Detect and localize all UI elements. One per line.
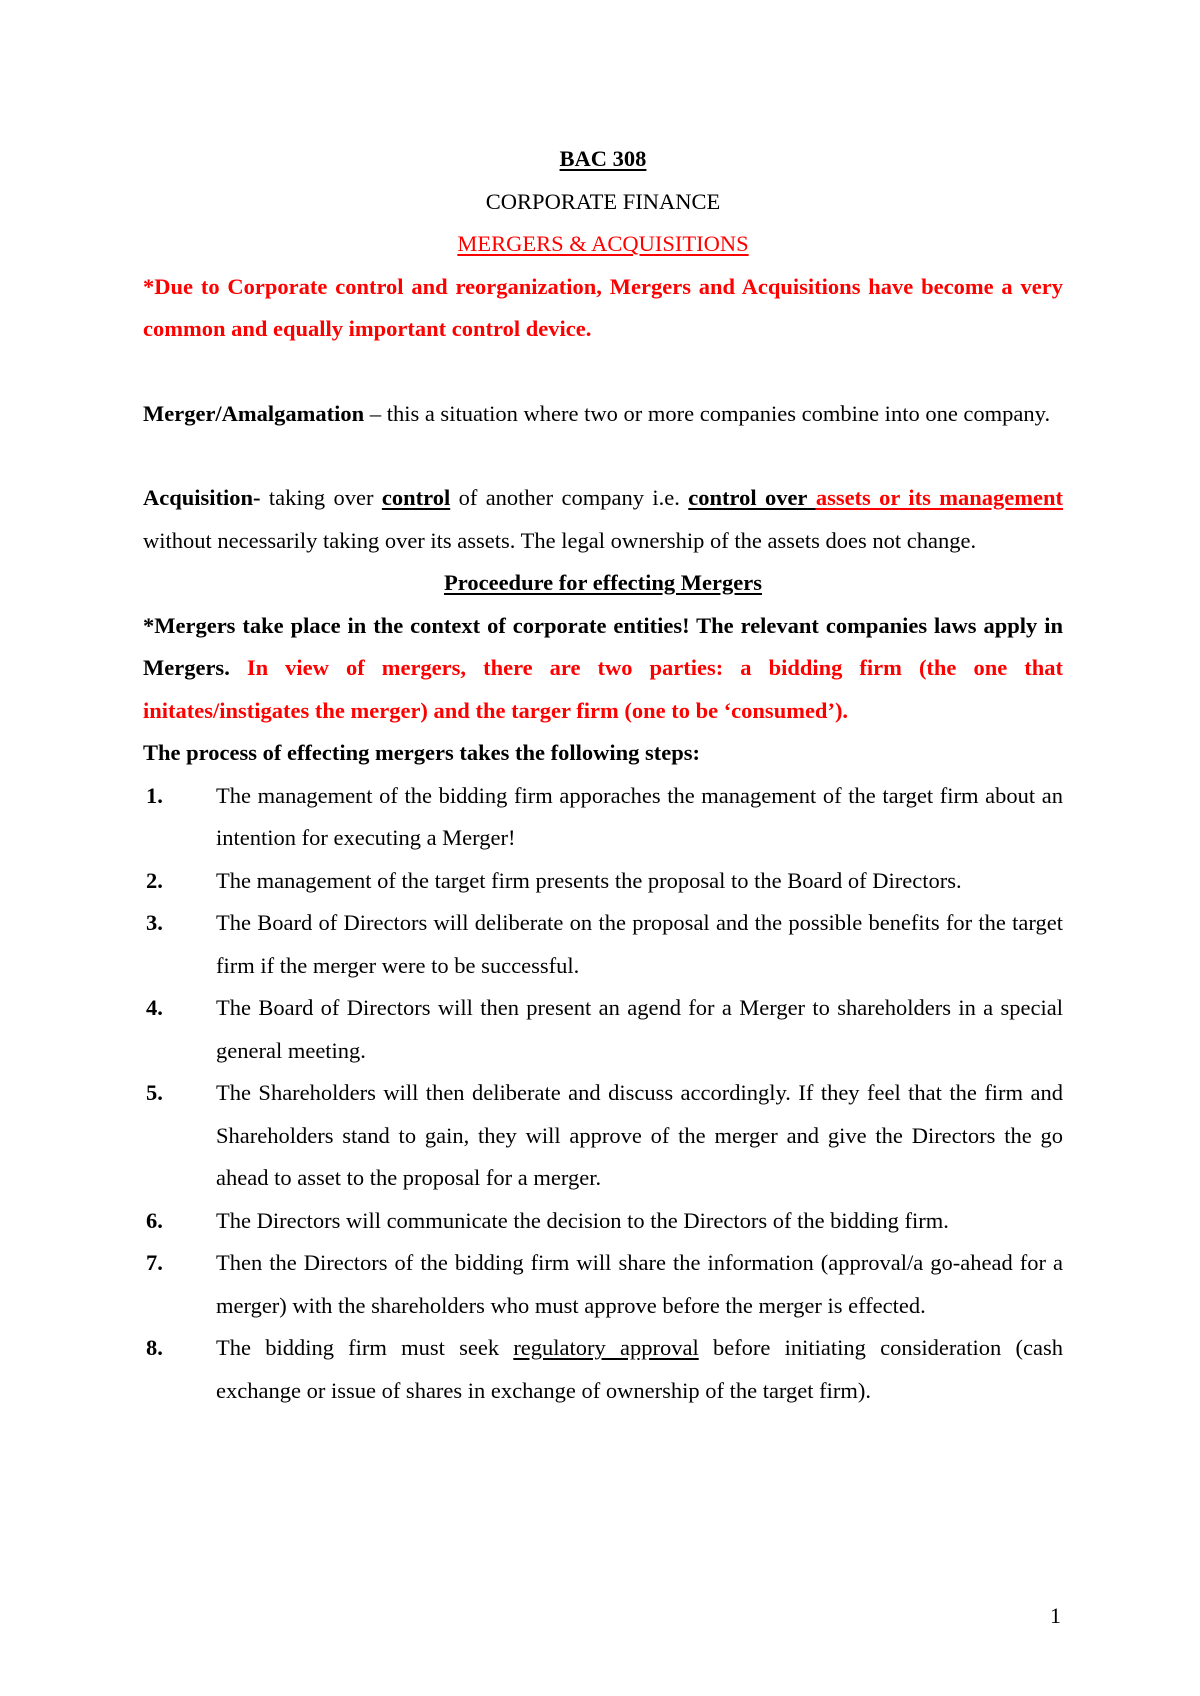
procedure-note-red: In view of mergers, there are two parties: a bidding firm (the one that initates/instigates the merger) and the targer firm (one to be ‘consumed’).: [143, 655, 1063, 723]
acquisition-term: Acquisition-: [143, 485, 261, 510]
step-text: The management of the bidding firm apporaches the management of the target firm about an intention for executing a Merger!: [216, 782, 1063, 850]
merger-text: – this a situation where two or more companies combine into one company.: [364, 400, 1051, 426]
spacer: [143, 435, 1063, 477]
merger-definition: [143, 393, 1063, 436]
step-text: The Shareholders will then deliberate and discuss accordingly. If they feel that the firm and Shareholders stand to gain, they will approve of the merger and give the Directors the go ahead to asset to the proposal for a merger.: [216, 1080, 1063, 1190]
step-number: 1.: [146, 782, 163, 808]
step-number: 3.: [146, 910, 163, 935]
step-number: 2.: [146, 867, 163, 893]
acquisition-text-2: of another company i.e.: [450, 485, 689, 510]
merger-term: Merger/Amalgamation: [143, 400, 365, 426]
spacer: [143, 351, 1063, 393]
control-term: control: [381, 485, 451, 510]
list-item: [143, 775, 1063, 860]
step-text: The Board of Directors will then present an agend for a Merger to shareholders in a special general meeting.: [216, 995, 1063, 1063]
acquisition-definition: [143, 477, 1063, 562]
step-text: The Directors will communicate the decision to the Directors of the bidding firm.: [216, 1207, 949, 1233]
procedure-note: [143, 605, 1063, 733]
topic-title: MERGERS & ACQUISITIONS: [457, 231, 749, 256]
step-number: 7.: [146, 1250, 163, 1275]
step-text: The Board of Directors will deliberate on the proposal and the possible benefits for the target firm if the merger were to be successful.: [216, 910, 1063, 978]
step-text-2: before initiating consideration (cash exchange or issue of shares in exchange of ownership of the target firm).: [216, 1335, 1063, 1403]
document-body: [143, 138, 1063, 1412]
regulatory-approval-term: regulatory approval: [513, 1335, 699, 1360]
list-item: [143, 1072, 1063, 1200]
step-text: Then the Directors of the bidding firm will share the information (approval/a go-ahead for a merger) with the shareholders who must approve before the merger is effected.: [216, 1250, 1063, 1318]
list-item: [143, 860, 1063, 903]
course-title: CORPORATE FINANCE: [485, 188, 721, 214]
steps-list: [143, 775, 1063, 1413]
list-item: [143, 987, 1063, 1072]
step-number: 6.: [146, 1207, 163, 1233]
page-number: 1: [1050, 1603, 1061, 1628]
list-item: [143, 1200, 1063, 1243]
step-number: 8.: [146, 1335, 163, 1360]
acquisition-text-4: without necessarily taking over its assets. The legal ownership of the assets does not change.: [143, 527, 977, 553]
steps-intro: The process of effecting mergers takes the following steps:: [143, 740, 700, 765]
list-item: [143, 1242, 1063, 1327]
control-over-term: control over: [688, 485, 808, 510]
assets-management-term: assets or its management: [815, 485, 1063, 510]
list-item: [143, 902, 1063, 987]
procedure-heading: Proceedure for effecting Mergers: [444, 570, 762, 595]
step-text-1: The bidding firm must seek: [216, 1335, 514, 1360]
step-number: 5.: [146, 1080, 163, 1105]
acquisition-text-1: taking over: [260, 485, 382, 510]
list-item: [143, 1327, 1063, 1412]
course-code: BAC 308: [559, 146, 647, 171]
intro-note: *Due to Corporate control and reorganization, Mergers and Acquisitions have become a very common and equally important control device.: [143, 273, 1063, 341]
step-number: 4.: [146, 995, 163, 1020]
acquisition-text-3: [807, 485, 815, 510]
procedure-note-black: *Mergers take place in the context of corporate entities! The relevant companies laws apply in Mergers.: [143, 612, 1063, 680]
step-text: The management of the target firm presents the proposal to the Board of Directors.: [216, 867, 962, 893]
